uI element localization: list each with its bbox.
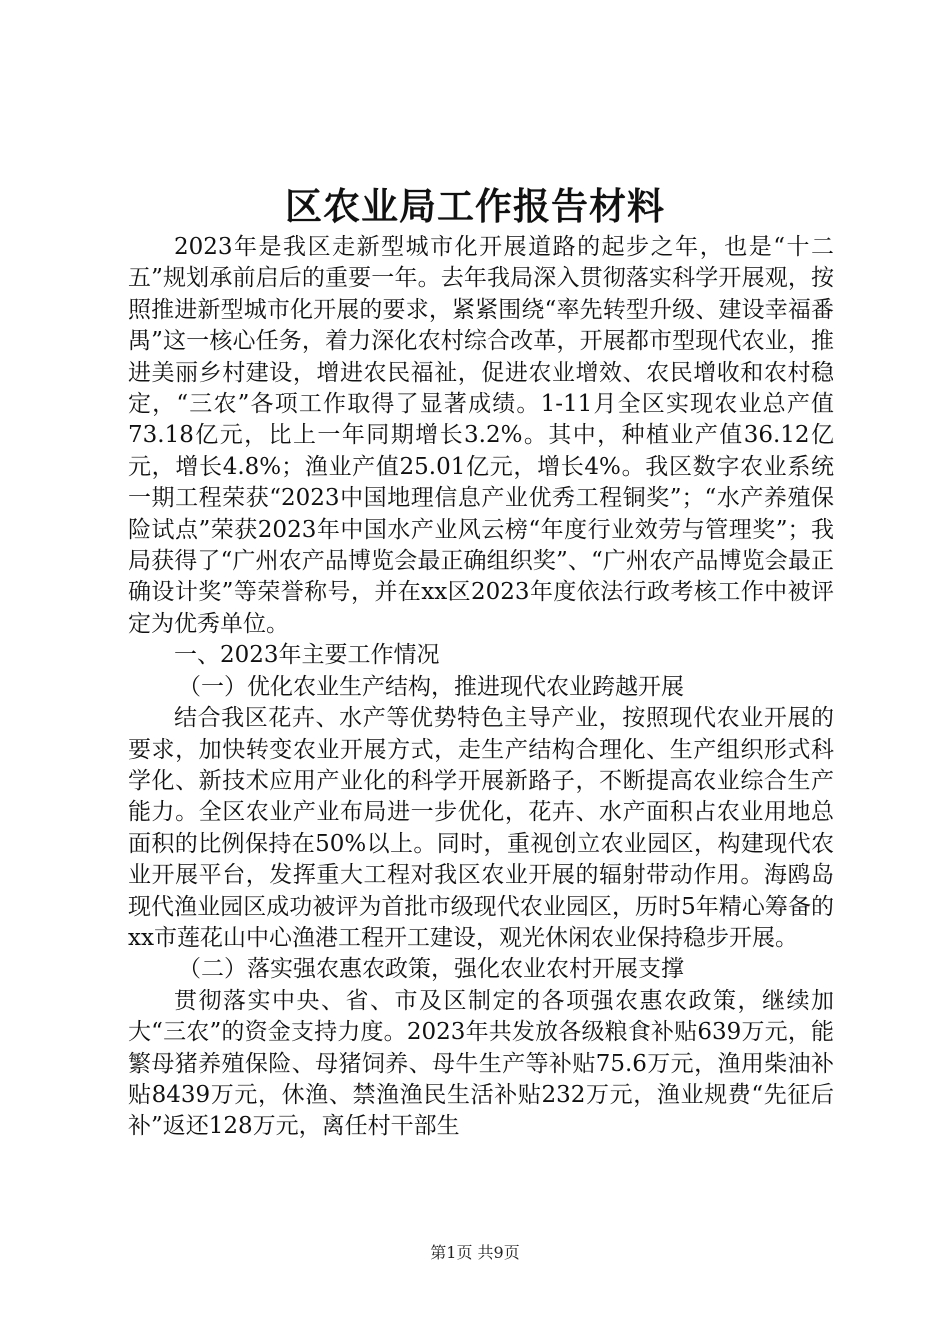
paragraph-structure: 结合我区花卉、水产等优势特色主导产业，按照现代农业开展的要求，加快转变农业开展方式，走生产结构合理化、生产组织形式科学化、新技术应用产业化的科学开展新路子，不断提高农业综合生产能力。全区农业产业布局进一步优化，花卉、水产面积占农业用地总面积的比例保持在50%以上。同时，重视创立农业园区，构建现代农业开展平台，发挥重大工程对我区农业开展的辐射带动作用。海鸥岛现代渔业园区成功被评为首批市级现代农业园区，历时5年精心筹备的xx市莲花山中心渔港工程开工建设，观光休闲农业保持稳步开展。 <box>128 705 834 951</box>
subsection-heading-2: （二）落实强农惠农政策，强化农业农村开展支撑 <box>178 956 684 983</box>
subsection-heading-1: （一）优化农业生产结构，推进现代农业跨越开展 <box>178 673 684 700</box>
page-title: 区农业局工作报告材料 <box>285 184 665 228</box>
document-body <box>128 232 834 1143</box>
paragraph-policy: 贯彻落实中央、省、市及区制定的各项强农惠农政策，继续加大“三农”的资金支持力度。2023年共发放各级粮食补贴639万元，能繁母猪养殖保险、母猪饲养、母牛生产等补贴75.6万元，渔用柴油补贴8439万元，休渔、禁渔渔民生活补贴232万元，渔业规费“先征后补”返还128万元，离任村干部生 <box>128 987 834 1140</box>
paragraph-intro: 2023年是我区走新型城市化开展道路的起步之年，也是“十二五”规划承前启后的重要一年。去年我局深入贯彻落实科学开展观，按照推进新型城市化开展的要求，紧紧围绕“率先转型升级、建设幸福番禺”这一核心任务，着力深化农村综合改革，开展都市型现代农业，推进美丽乡村建设，增进农民福祉，促进农业增效、农民增收和农村稳定，“三农”各项工作取得了显著成绩。1-11月全区实现农业总产值73.18亿元，比上一年同期增长3.2%。其中，种植业产值36.12亿元，增长4.8%；渔业产值25.01亿元，增长4%。我区数字农业系统一期工程荣获“2023中国地理信息产业优秀工程铜奖”；“水产养殖保险试点”荣获2023年中国水产业风云榜“年度行业效劳与管理奖”；我局获得了“广州农产品博览会最正确组织奖”、“广州农产品博览会最正确设计奖”等荣誉称号，并在xx区2023年度依法行政考核工作中被评定为优秀单位。 <box>128 234 834 637</box>
page-footer: 第1页 共9页 <box>430 1243 520 1262</box>
section-heading-1: 一、2023年主要工作情况 <box>174 642 440 669</box>
